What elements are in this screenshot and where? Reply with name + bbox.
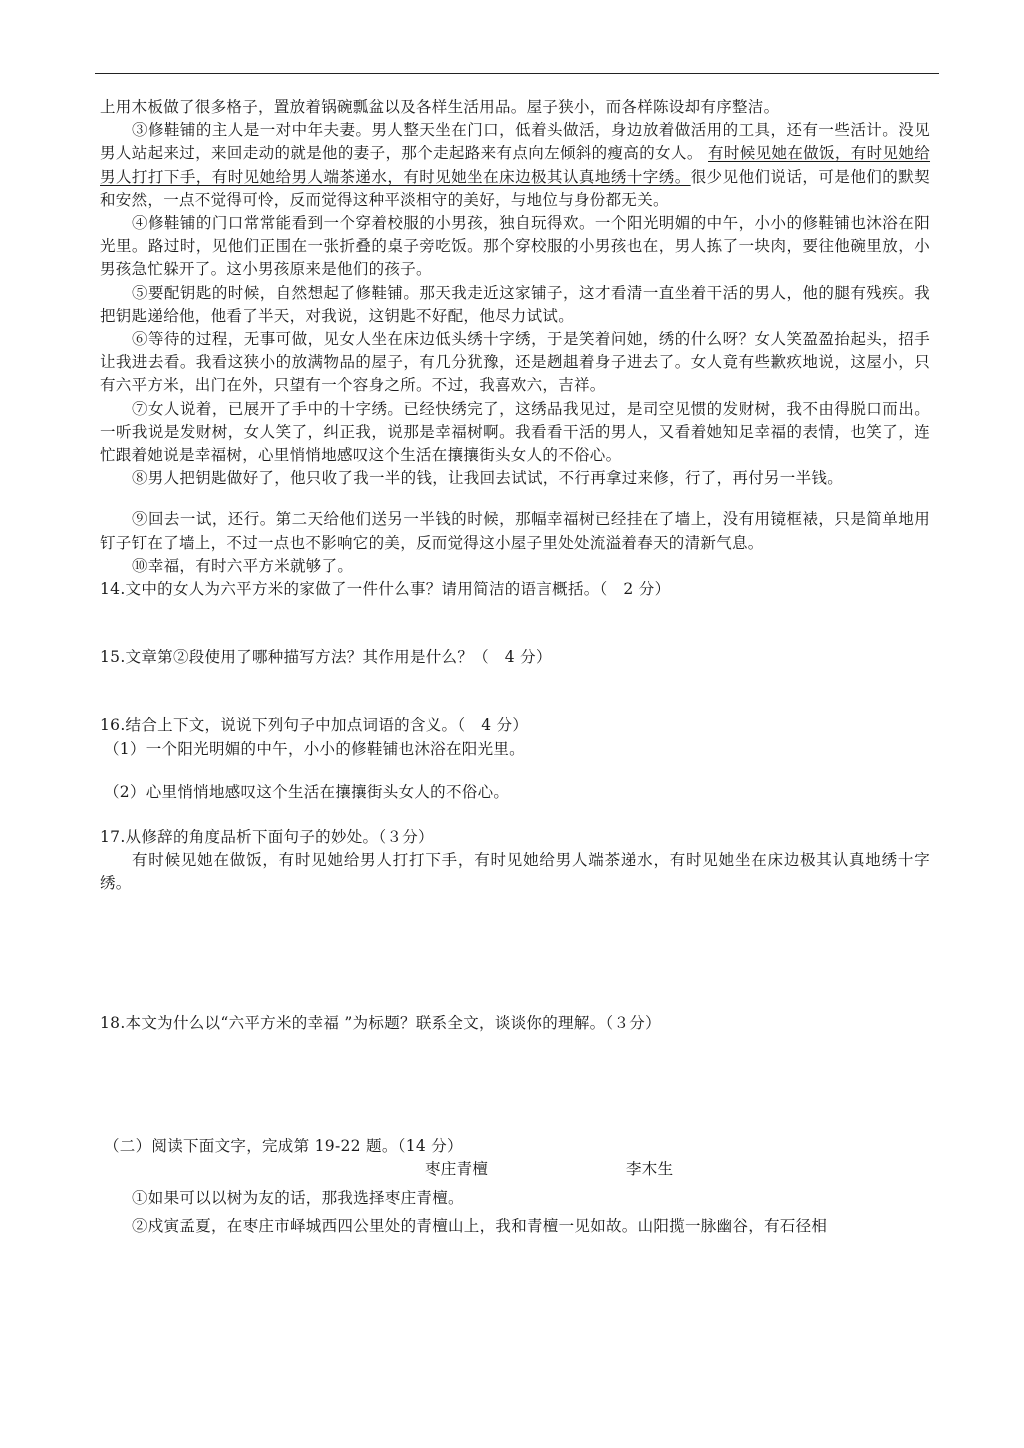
article-paragraph-2-tail: 上用木板做了很多格子，置放着锅碗瓢盆以及各样生活用品。屋子狭小，而各样陈设却有序整洁。 — [100, 98, 780, 116]
section-2-paragraph-1: ①如果可以以树为友的话，那我选择枣庄青檀。 — [132, 1189, 464, 1208]
question-16: 16.结合上下文，说说下列句子中加点词语的含义。（ 4 分） — [100, 716, 529, 735]
article-paragraph-5: ⑤要配钥匙的时候，自然想起了修鞋铺。那天我走近这家铺子，这才看清一直坐着干活的男人，他的腿有残疾。我把钥匙递给他，他看了半天，对我说，这钥匙不好配，他尽力试试。 — [100, 283, 930, 325]
paragraph-3-text-a: ③修鞋铺的主人是一对中年夫妻。男人整天坐在门口，低着头做活，身边放着做活用的工具，还有一些活计。没见男人站起来过，来回走动的就是他的妻子，那个走起路来有点向左倾斜的瘦高的女人。 — [100, 121, 930, 163]
answer-space-16-1 — [100, 761, 930, 781]
article-paragraph-3 — [100, 119, 930, 212]
article-paragraph-6: ⑥等待的过程，无事可做，见女人坐在床边低头绣十字绣，于是笑着问她，绣的什么呀？女人笑盈盈抬起头，招手让我进去看。我看这狭小的放满物品的屋子，有几分犹豫，还是趔趄着身子进去了。女人竟有些歉疚地说，这屋小，只有六平方米，出门在外，只望有一个容身之所。不过，我喜欢六，吉祥。 — [100, 330, 930, 395]
answer-space-15 — [100, 669, 930, 714]
paragraph-3-underlined-sentence: 有时候见她在做饭，有时见她给男人打打下手，有时见她给男人端茶递水，有时见她坐在床边极其认真地绣十字绣。 — [100, 144, 931, 186]
article-paragraph-10: ⑩幸福，有时六平方米就够了。 — [132, 556, 354, 575]
section-2-title: 枣庄青檀 — [425, 1160, 489, 1179]
document-page — [100, 96, 930, 1240]
question-17-quote: 有时候见她在做饭，有时见她给男人打打下手，有时见她给男人端茶递水，有时见她坐在床边极其认真地绣十字绣。 — [100, 851, 930, 893]
question-14: 14.文中的女人为六平方米的家做了一件什么事？请用简洁的语言概括。（ 2 分） — [100, 580, 671, 599]
question-15: 15.文章第②段使用了哪种描写方法？其作用是什么？（ 4 分） — [100, 648, 552, 667]
answer-space-14 — [100, 601, 930, 646]
section-2-title-row — [100, 1158, 930, 1184]
article-paragraph-7: ⑦女人说着，已展开了手中的十字绣。已经快绣完了，这绣品我见过，是司空见惯的发财树，我不由得脱口而出。一听我说是发财树，女人笑了，纠正我，说那是幸福树啊。我看看干活的男人，又看着她知足幸福的表情，也笑了，连忙跟着她说是幸福树，心里悄悄地感叹这个生活在攘攘街头女人的不俗心。 — [100, 399, 930, 465]
question-18: 18.本文为什么以“六平方米的幸福 ”为标题？联系全文，谈谈你的理解。（３分） — [100, 1013, 661, 1032]
answer-space-16-2 — [100, 804, 930, 826]
article-paragraph-9: ⑨回去一试，还行。第二天给他们送另一半钱的时候，那幅幸福树已经挂在了墙上，没有用镜框裱，只是简单地用钉子钉在了墙上，不过一点也不影响它的美，反而觉得这小屋子里处处流溢着春天的清新气息。 — [100, 510, 930, 552]
section-2-heading: （二）阅读下面文字，完成第 19-22 题。（14 分） — [104, 1136, 463, 1155]
question-16-item-1: （1）一个阳光明媚的中午，小小的修鞋铺也沐浴在阳光里。 — [104, 739, 525, 758]
question-17: 17.从修辞的角度品析下面句子的妙处。（３分） — [100, 828, 434, 847]
answer-space-17 — [100, 896, 930, 1012]
article-paragraph-8: ⑧男人把钥匙做好了，他只收了我一半的钱，让我回去试试，不行再拿过来修，行了，再付另一半钱。 — [132, 469, 844, 488]
paragraph-3-text-b: 很少见他们说话，可是他们的默契和安然，一点不觉得可怜，反而觉得这种平淡相守的美好，与地位与身份都无关。 — [100, 167, 930, 209]
answer-space-18 — [100, 1035, 930, 1135]
question-16-item-2: （2）心里悄悄地感叹这个生活在攘攘街头女人的不俗心。 — [104, 782, 510, 801]
section-2-paragraph-2: ②戍寅孟夏，在枣庄市峄城西四公里处的青檀山上，我和青檀一见如故。山阳揽一脉幽谷，有石径相 — [132, 1217, 828, 1236]
section-2-author: 李木生 — [626, 1160, 674, 1179]
spacer — [100, 490, 930, 508]
article-paragraph-4: ④修鞋铺的门口常常能看到一个穿着校服的小男孩，独自玩得欢。一个阳光明媚的中午，小小的修鞋铺也沐浴在阳光里。路过时，见他们正围在一张折叠的桌子旁吃饭。那个穿校服的小男孩也在，男人拣了一块肉，要往他碗里放，小男孩急忙躲开了。这小男孩原来是他们的孩子。 — [100, 214, 930, 279]
header-rule — [95, 73, 939, 74]
